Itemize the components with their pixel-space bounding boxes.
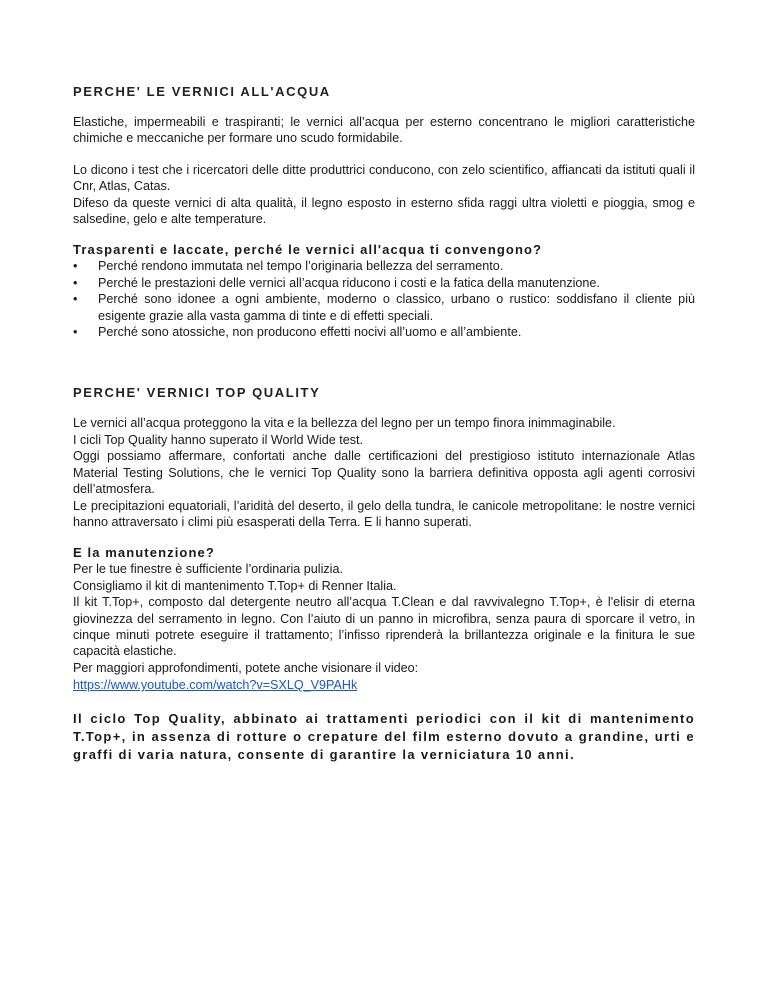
intro-paragraph: Elastiche, impermeabili e traspiranti; le vernici all’acqua per esterno concentrano le migliori caratteristiche chimiche e meccaniche per formare uno scudo formidabile. [73, 115, 695, 146]
document-page [73, 84, 695, 764]
top-quality-line-1: Le vernici all’acqua proteggono la vita e la bellezza del legno per un tempo finora inimmaginabile. [73, 416, 616, 431]
bullet-glyph: • [73, 292, 78, 307]
bullet-glyph: • [73, 325, 78, 340]
top-quality-line-3: Oggi possiamo affermare, confortati anche dalle certificazioni del prestigioso istituto internazionale Atlas Material Testing Solutions, che le vernici Top Quality sono la barriera definitiva opposta agli agenti corrosivi dell’atmosfera. [73, 449, 695, 497]
section-title-top-quality: PERCHE' VERNICI TOP QUALITY [73, 385, 321, 401]
list-item: • Perché le prestazioni delle vernici all’acqua riducono i costi e la fatica della manutenzione. [73, 275, 600, 290]
bullet-glyph: • [73, 275, 78, 290]
youtube-video-link[interactable]: https://www.youtube.com/watch?v=SXLQ_V9PAHk [73, 678, 358, 693]
maintenance-line-1: Per le tue finestre è sufficiente l’ordinaria pulizia. [73, 562, 343, 577]
list-item: • Perché rendono immutata nel tempo l’originaria bellezza del serramento. [73, 259, 504, 274]
subhead-manutenzione: E la manutenzione? [73, 545, 215, 561]
top-quality-line-4: Le precipitazioni equatoriali, l’aridità del deserto, il gelo della tundra, le canicole metropolitane: le nostre vernici hanno attraversato i climi più esasperati della Terra. E li hanno superati. [73, 498, 695, 529]
protection-paragraph: Difeso da queste vernici di alta qualità, il legno esposto in esterno sfida raggi ultra violetti e pioggia, smog e salsedine, gelo e alte temperature. [73, 195, 695, 227]
list-item: • Perché sono idonee a ogni ambiente, moderno o classico, urbano o rustico: soddisfano il cliente più esigente grazie alla vasta gamma di tinte e di effetti speciali. [73, 292, 695, 323]
top-quality-line-2: I cicli Top Quality hanno superato il World Wide test. [73, 432, 364, 447]
guarantee-statement: Il ciclo Top Quality, abbinato ai trattamenti periodici con il kit di mantenimento T.Top+, in assenza di rotture o crepature del film esterno dovuto a grandine, urti e graffi di varia natura, consente di garantire la verniciatura 10 anni. [73, 711, 695, 763]
benefits-list [73, 258, 695, 340]
section-title-vernici-acqua: PERCHE' LE VERNICI ALL'ACQUA [73, 84, 331, 99]
maintenance-line-4: Per maggiori approfondimenti, potete anche visionare il video: [73, 660, 419, 675]
maintenance-line-3: Il kit T.Top+, composto dal detergente neutro all’acqua T.Clean e dal ravvivalegno T.Top+, è l'elisir di eterna giovinezza del serramento in legno. Con l’aiuto di un panno in microfibra, senza paura di sporcare il vetro, in cinque minuti potrete eseguire il trattamento; l’infisso riprenderà la brillantezza originale e la finitura le sue capacità elastiche. [73, 595, 695, 659]
list-item: • Perché sono atossiche, non producono effetti nocivi all’uomo e all’ambiente. [73, 325, 522, 340]
maintenance-line-2: Consigliamo il kit di mantenimento T.Top+ di Renner Italia. [73, 578, 397, 593]
tests-paragraph: Lo dicono i test che i ricercatori delle ditte produttrici conducono, con zelo scientifico, affiancati da istituti quali il Cnr, Atlas, Catas. [73, 162, 695, 194]
bullet-glyph: • [73, 259, 78, 274]
subhead-perche-convengono: Trasparenti e laccate, perché le vernici all'acqua ti convengono? [73, 242, 543, 258]
